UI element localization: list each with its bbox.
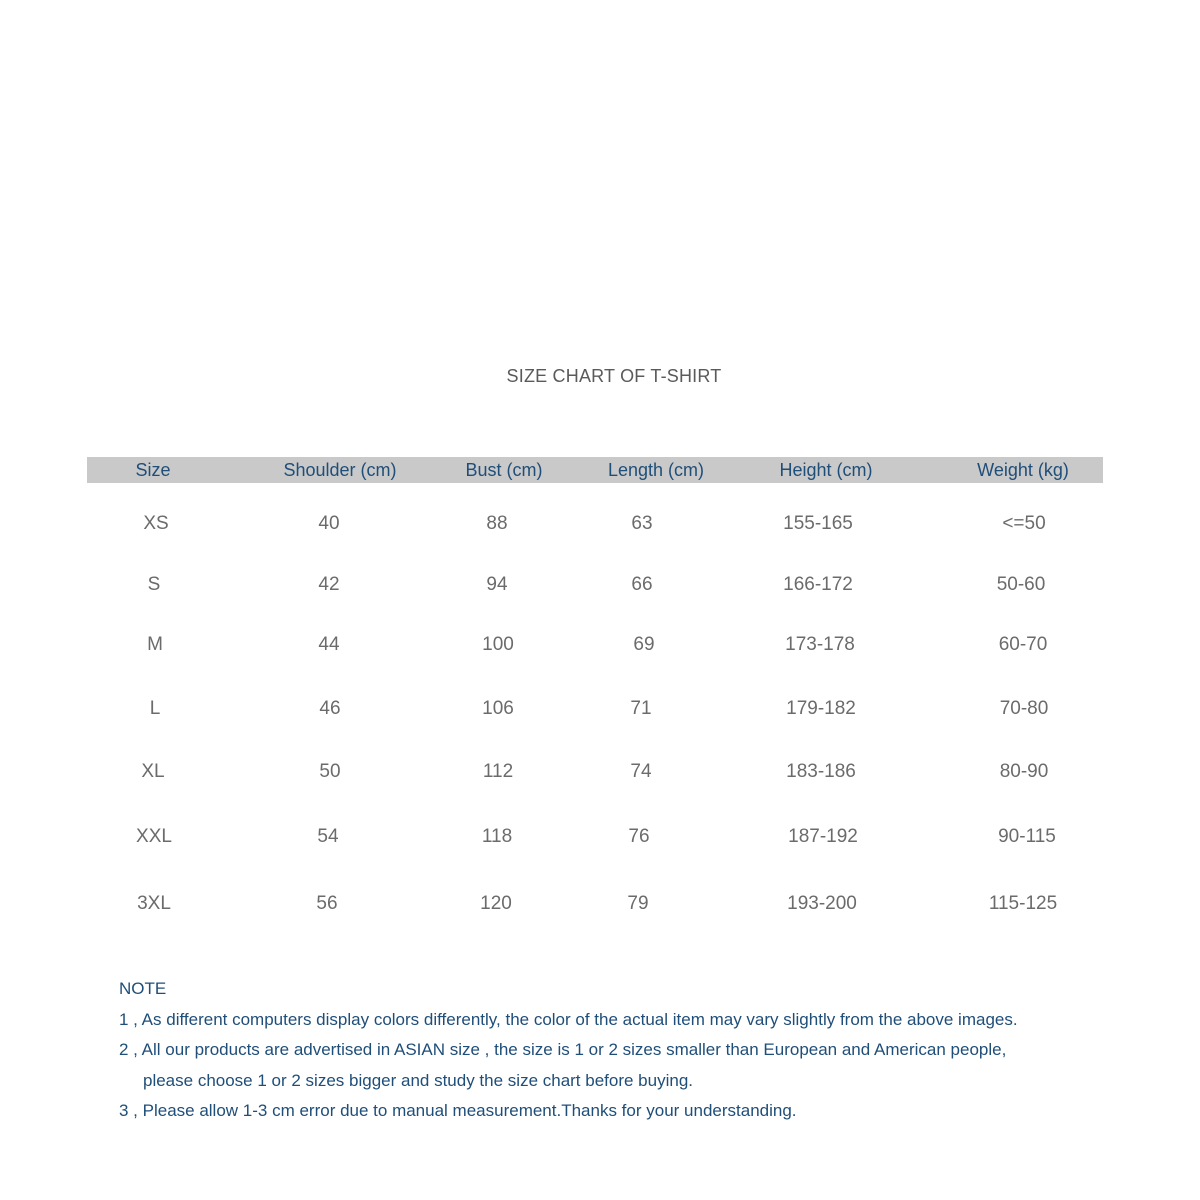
weight-cell: 115-125 [988,893,1058,914]
height-cell: 155-165 [783,513,853,534]
height-cell: 166-172 [783,574,853,595]
header-shoulder: Shoulder (cm) [283,460,397,480]
weight-cell: 60-70 [998,634,1048,655]
shoulder-cell: 40 [318,513,340,534]
bust-cell: 94 [486,574,508,595]
shoulder-cell: 50 [319,761,341,782]
header-size: Size [135,460,171,480]
table-row [0,822,1200,852]
length-cell: 71 [630,698,652,719]
shoulder-cell: 56 [316,893,338,914]
table-row [0,509,1200,539]
header-bust: Bust (cm) [465,460,543,480]
weight-cell: <=50 [1002,513,1046,534]
height-cell: 187-192 [788,826,858,847]
shoulder-cell: 42 [318,574,340,595]
table-row [0,757,1200,787]
weight-cell: 90-115 [998,826,1056,847]
note-line-2: 2 , All our products are advertised in ASIAN size , the size is 1 or 2 sizes smaller than European and American people, [119,1040,1007,1059]
size-cell: XXL [136,826,172,847]
notes-heading: NOTE [119,979,167,998]
length-cell: 66 [631,574,653,595]
table-row [0,889,1200,919]
height-cell: 183-186 [786,761,856,782]
size-cell: 3XL [137,893,171,914]
weight-cell: 50-60 [996,574,1046,595]
bust-cell: 88 [486,513,508,534]
shoulder-cell: 44 [318,634,340,655]
note-line-1: 1 , As different computers display colors differently, the color of the actual item may vary slightly from the above images. [119,1009,1018,1029]
note-line-3: 3 , Please allow 1-3 cm error due to manual measurement.Thanks for your understanding. [119,1101,797,1120]
height-cell: 173-178 [785,634,855,655]
table-header [87,457,1103,483]
height-cell: 179-182 [786,698,856,719]
bust-cell: 106 [482,698,514,719]
shoulder-cell: 46 [319,698,341,719]
chart-title: SIZE CHART OF T-SHIRT [506,366,722,386]
weight-cell: 80-90 [999,761,1049,782]
table-row [0,630,1200,660]
table-row [0,570,1200,600]
notes-section [119,974,1119,1127]
size-cell: XS [143,513,169,534]
bust-cell: 118 [481,826,513,847]
header-height: Height (cm) [779,460,873,480]
length-cell: 74 [630,761,652,782]
length-cell: 79 [627,893,649,914]
length-cell: 63 [631,513,653,534]
size-cell: S [147,574,161,595]
table-row [0,694,1200,724]
size-cell: XL [141,761,165,782]
bust-cell: 112 [482,761,514,782]
shoulder-cell: 54 [317,826,339,847]
bust-cell: 100 [482,634,514,655]
header-length: Length (cm) [607,460,705,480]
length-cell: 76 [628,826,650,847]
weight-cell: 70-80 [999,698,1049,719]
header-weight: Weight (kg) [977,460,1069,480]
size-cell: L [149,698,161,719]
bust-cell: 120 [480,893,512,914]
note-line-2-continued: please choose 1 or 2 sizes bigger and study the size chart before buying. [143,1070,694,1090]
height-cell: 193-200 [787,893,857,914]
size-cell: M [147,634,163,655]
length-cell: 69 [633,634,655,655]
